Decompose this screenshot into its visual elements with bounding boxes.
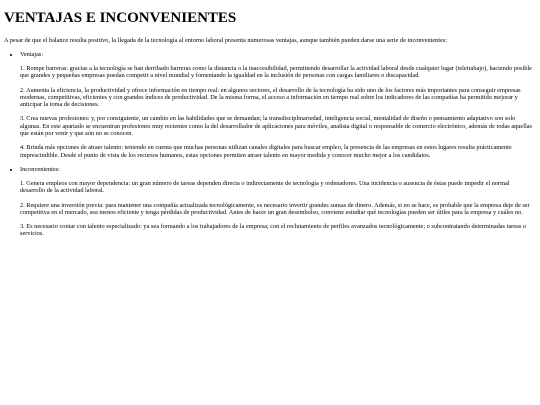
list-item: 1. Rompe barreras: gracias a la tecnología se han derribado barreras como la distancia o la inaccesibilidad, permitiendo desarrollar la actividad laboral desde cualquier lugar (teletrabajo), haciendo posible que grandes y pequeñas empresas puedan competir a nivel mundial y fomentando la igualdad en la inclusión de personas con cargas familiares o discapacidad. xyxy=(20,65,532,80)
sections-list xyxy=(4,51,536,238)
list-item: 3. Es necesario contar con talento especializado: ya sea formando a los trabajadores de la empresa; con el reclutamiento de perfiles avanzados tecnológicamente; o subcontratando determinadas tareas o servicios. xyxy=(20,223,526,238)
section-title: • Inconvenientes: xyxy=(20,165,60,173)
page-title: VENTAJAS E INCONVENIENTES xyxy=(4,10,237,26)
list-item: 2. Aumenta la eficiencia, la productividad y ofrece información en tiempo real: en algunos sectores, el desarrollo de la tecnología ha sido uno de los factores más importantes para conseguir empresas modernas, competitivas, eficientes y con grandes índices de productividad. De la misma forma, el acceso a información en tiempo real sobre los indicadores de las compañías ha permitido mejorar y anticipar la toma de decisiones. xyxy=(20,86,521,109)
list-item: 1. Genera empleos con mayor dependencia: un gran número de tareas dependen directa o indirectamente de tecnología y ordenadores. Una incidencia o ausencia de éstas puede impedir el normal desarrollo de la actividad laboral. xyxy=(20,179,510,195)
section-title: • Ventajas: xyxy=(20,51,44,58)
list-item: 4. Brinda más opciones de atraer talento: teniendo en cuenta que muchas personas utilizan canales digitales para buscar empleo, la presencia de las empresas en estos lugares resulta prácticamente imprescindible. Desde el punto de vista de los recursos humanos, estas opciones permiten atraer talento en mayor medida y conocer mucho mejor a los candidatos. xyxy=(20,144,512,159)
section-ventajas xyxy=(20,51,536,159)
list-item: 2. Requiere una inversión previa: para mantener una compañía actualizada tecnológicamente, es necesario invertir grandes sumas de dinero. Además, si no se hace, es probable que la empresa deje de ser competitiva en el mercado, sea menos eficiente y tenga pérdidas de productividad. Antes de hacer un gran desembolso, conviene estudiar qué tecnologías pueden ser útiles para la empresa y cuáles no. xyxy=(20,201,530,216)
section-inconvenientes xyxy=(20,166,536,238)
intro-paragraph: A pesar de que el balance resulta positivo, la llegada de la tecnología al entorno laboral presenta numerosas ventajas, aunque también pueden darse una serie de inconvenientes: xyxy=(4,37,448,44)
list-item: 3. Crea nuevas profesiones: y, por consiguiente, un cambio en las habilidades que se demandan; la transdisciplinariedad, inteligencia social, mentalidad de diseño o pensamiento adaptativo son solo algunas. En este apartado se encuentran profesiones muy recientes como la del desarrollador de aplicaciones para móviles, analista digital o responsable de comercio electrónico, además de todas aquellas que están por venir y que aún no se conocen. xyxy=(20,115,532,138)
